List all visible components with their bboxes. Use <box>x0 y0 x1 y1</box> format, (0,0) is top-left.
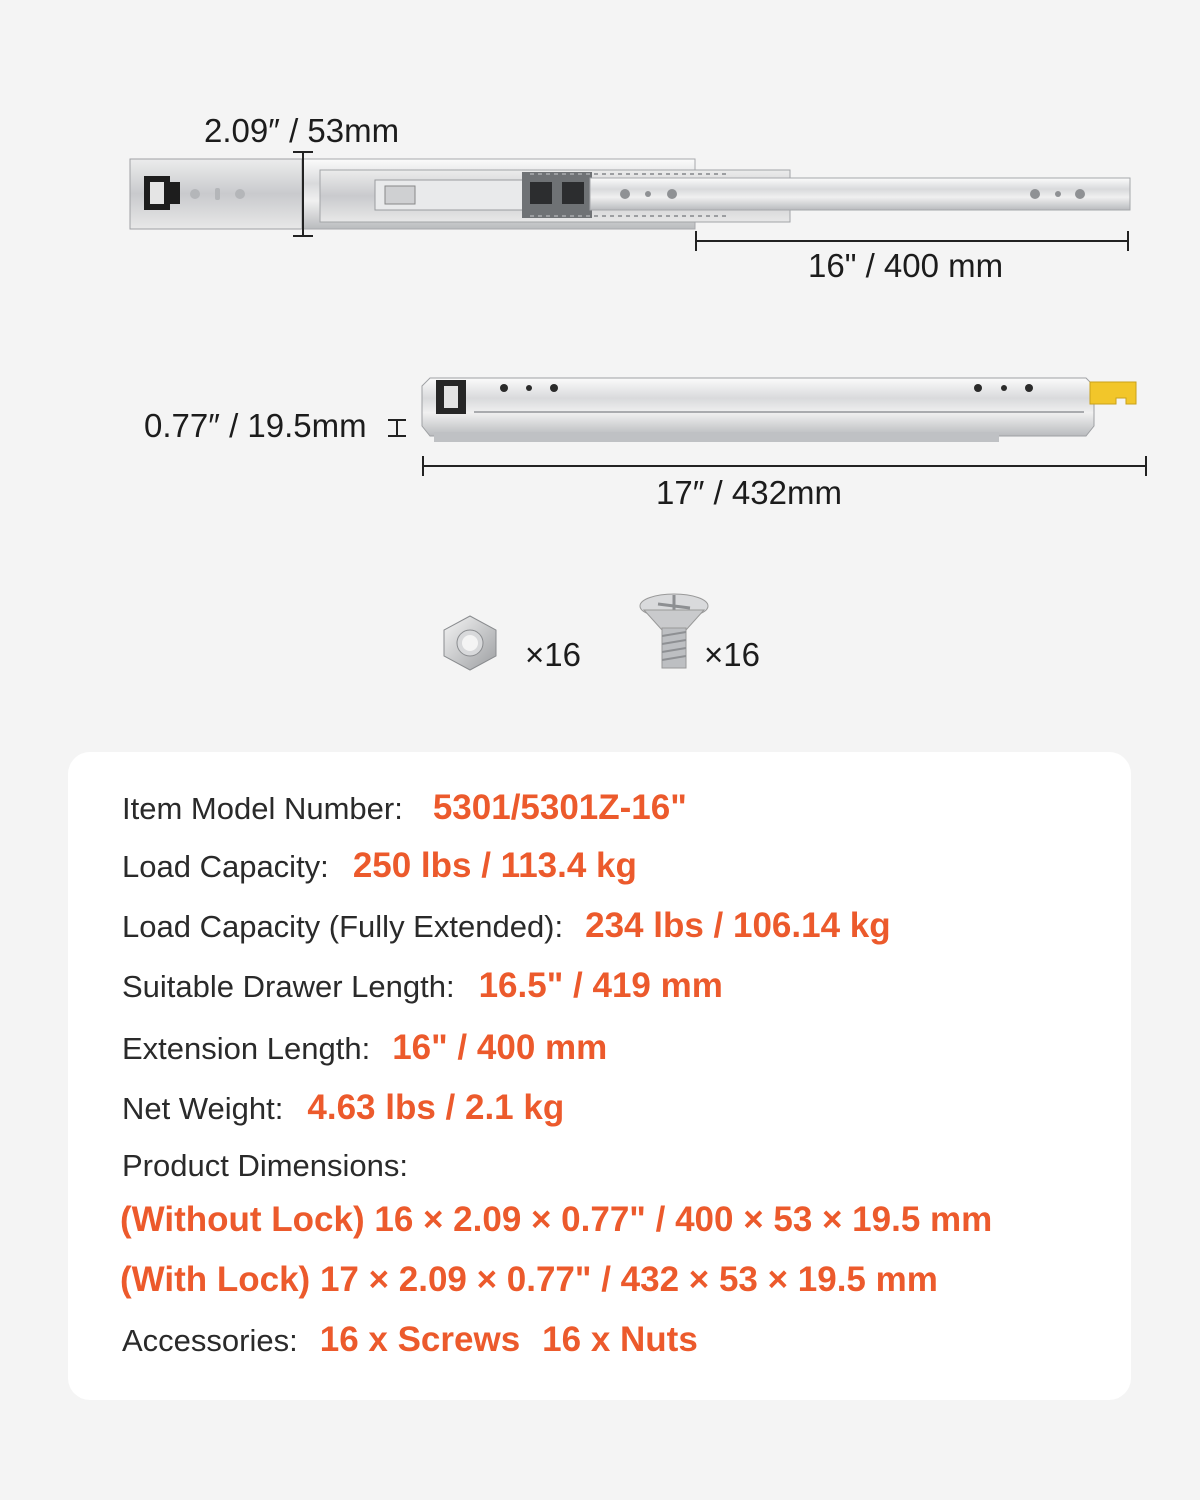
spec-load-value: 250 lbs / 113.4 kg <box>352 846 637 885</box>
spec-dimensions <box>122 1148 408 1184</box>
spec-accessories <box>122 1320 698 1360</box>
spec-weight <box>122 1088 564 1128</box>
spec-dimensions-with-lock <box>120 1260 938 1300</box>
spec-extension-value: 16" / 400 mm <box>392 1028 608 1067</box>
nut-count: ×16 <box>525 636 581 673</box>
spec-model-label: Item Model Number: <box>122 791 403 826</box>
extension-dimension-label: 16" / 400 mm <box>808 247 1004 284</box>
with-lock-value: 17 × 2.09 × 0.77" / 432 × 53 × 19.5 mm <box>319 1260 938 1299</box>
height-dimension-label: 2.09″ / 53mm <box>204 112 400 149</box>
spec-load-extended-label: Load Capacity (Fully Extended): <box>122 909 564 944</box>
spec-accessories-nuts: 16 x Nuts <box>542 1320 698 1359</box>
length-dimension-label: 17″ / 432mm <box>656 474 842 511</box>
spec-weight-value: 4.63 lbs / 2.1 kg <box>307 1088 565 1127</box>
without-lock-prefix: (Without Lock) <box>120 1200 365 1239</box>
spec-drawer-length-value: 16.5" / 419 mm <box>478 966 723 1005</box>
screw-icon <box>638 592 710 674</box>
side-rail-image <box>384 372 1160 484</box>
spec-load <box>122 846 637 886</box>
screw-count: ×16 <box>704 636 760 673</box>
spec-model <box>122 788 687 828</box>
spec-dimensions-label: Product Dimensions: <box>122 1148 409 1183</box>
spec-accessories-screws: 16 x Screws <box>319 1320 521 1359</box>
spec-model-value: 5301/5301Z-16" <box>432 788 687 827</box>
spec-extension <box>122 1028 607 1068</box>
spec-accessories-label: Accessories: <box>122 1323 298 1358</box>
spec-load-extended-value: 234 lbs / 106.14 kg <box>585 906 891 945</box>
spec-drawer-length <box>122 966 723 1006</box>
spec-dimensions-without-lock <box>120 1200 992 1240</box>
hex-nut-icon <box>438 612 502 672</box>
spec-load-label: Load Capacity: <box>122 849 329 884</box>
spec-load-extended <box>122 906 891 946</box>
thickness-dimension-label: 0.77″ / 19.5mm <box>144 407 367 444</box>
spec-extension-label: Extension Length: <box>122 1031 371 1066</box>
without-lock-value: 16 × 2.09 × 0.77" / 400 × 53 × 19.5 mm <box>374 1200 993 1239</box>
with-lock-prefix: (With Lock) <box>120 1260 311 1299</box>
spec-weight-label: Net Weight: <box>122 1091 284 1126</box>
spec-drawer-length-label: Suitable Drawer Length: <box>122 969 455 1004</box>
